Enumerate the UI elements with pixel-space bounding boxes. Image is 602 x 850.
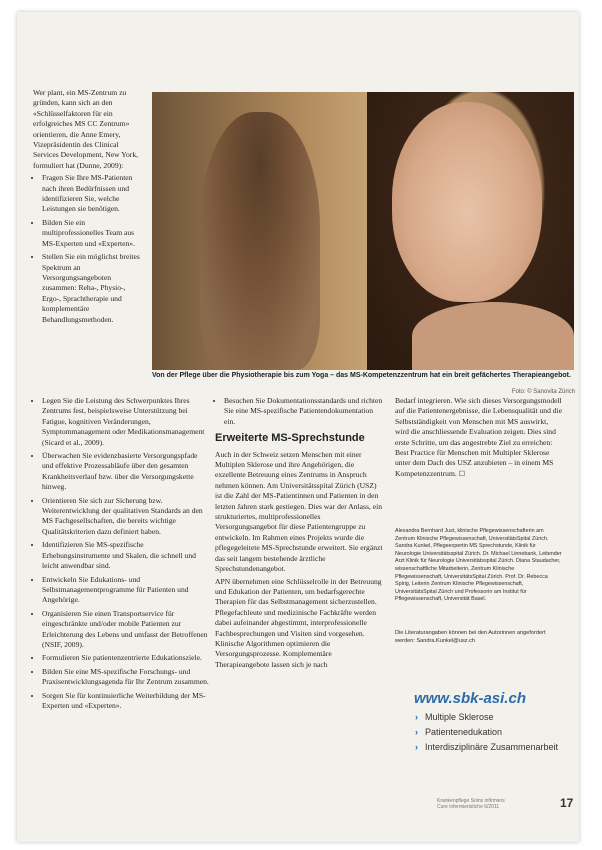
topic-link-label: Multiple Sklerose (425, 712, 494, 722)
list-item: • Entwickeln Sie Edukations- und Selbstmanagementprogramme für Patienten und Angehörige. (42, 575, 210, 606)
list-item: • Orientieren Sie sich zur Sicherung bzw. Weiterentwicklung der qualitativen Standards an den MS Fachgesellschaften, die bereits wichtige Qualitätskriterien dazu definiert haben. (42, 496, 210, 538)
end-mark: ☐ (458, 469, 465, 478)
topic-links (415, 712, 565, 757)
photo-caption: Von der Pflege über die Physiotherapie bis zum Yoga – das MS-Kompetenzzentrum hat ein breit gefächertes Therapieangebot. (152, 372, 571, 379)
article-photo (152, 92, 574, 370)
list-item: • Überwachen Sie evidenzbasierte Versorgungspfade und effektive Prozessabläufe über den gesamten Krankheitsverlauf bzw. über die Versorgungskette hinweg. (42, 451, 210, 493)
foreground-person-face (392, 102, 542, 302)
journal-issue: Cure infermieristiche 6/2011 (437, 804, 500, 810)
photo-credit: Foto: © Sanovita Zürich (511, 389, 575, 395)
list-item: • Bilden Sie eine MS-spezifische Forschungs- und Praxisentwicklungsagenda für Ihr Zentrum zusammen. (42, 667, 210, 688)
arrow-right-icon: › (415, 742, 418, 752)
column-1-top (33, 88, 145, 328)
body-text: Bedarf integrieren. Wie sich dieses Versorgungsmodell auf die Patientenergebnisse, die Lebensqualität und die Selbstständigkeit von Menschen mit MS auswirkt, wird die anschliessende Evaluation zeigen. Dies sind erste Schritte, um das angestrebte Ziel zu erreichen: Best Practice für Menschen mit Multipler Sklerose unter dem Dach des USZ anzubieten – in einem MS Kompetenzzentrum. (395, 396, 563, 478)
journal-name: Krankenpflege Soins infirmiers (437, 798, 505, 804)
background-person-figure (200, 112, 320, 370)
column-1-bottom (33, 396, 210, 714)
literature-note: Die Literaturangaben können bei den Autorinnen angefordert werden: Sandra.Kunkel@usz.ch (395, 630, 546, 644)
list-item: • Fragen Sie Ihre MS-Patienten nach ihren Bedürfnissen und identifizieren Sie, welche Leistungen sie benötigen. (42, 173, 145, 215)
key-factors-list (33, 173, 145, 325)
author-bio: Alexandra Bernhard Just, klinische Pflegewissenschafterin am Zentrum Klinische Pflegewissenschaft, UniversitätsSpital Zürich. Sandra Kunkel, Pflegeexpertin MS Sprechstunde, Klinik für Neurologie Universitätsspital Zürich. Dr. Michael Linnebank, Leitender Arzt Klinik für Neurologie Universitätsspital Zürich. Diana Staudacher, wissenschaftliche Mitarbeiterin, Zentrum Klinische Pflegewissenschaft, UniversitätsSpital Zürich. Prof. Dr. Rebecca Spirig, Leiterin Zentrum Klinische Pflegewissenschaft, UniversitätsSpital Zürich und Professorin am Institut für Pflegewissenschaft, Universität Basel. (395, 528, 562, 603)
topic-link-label: Patientenedukation (425, 727, 503, 737)
website-link[interactable]: www.sbk-asi.ch (414, 690, 526, 707)
list-item: • Sorgen Sie für kontinuierliche Weiterbildung der MS-Experten und «Experten». (42, 691, 210, 712)
page-number: 17 (560, 796, 574, 810)
key-factors-list-end (215, 396, 383, 427)
section-heading: Erweiterte MS-Sprechstunde (215, 432, 365, 445)
journal-footer (437, 798, 505, 810)
list-item: • Identifizieren Sie MS-spezifische Erhebungsinstrumente und Skalen, die schnell und leicht anwendbar sind. (42, 540, 210, 571)
key-factors-list-continued (33, 396, 210, 711)
column-3 (395, 396, 563, 481)
foreground-person-shoulder (412, 302, 574, 370)
body-paragraph: APN übernehmen eine Schlüsselrolle in der Betreuung und Edukation der Patienten, um bedarfsgerechte Therapien für das Selbstmanagement sicherzustellen. Pflegefachleute und medizinische Fachkräfte werden dabei aufeinander abgestimmt, interprofessionelle Fachbesprechungen und Visiten sind vorgesehen. Klinische Algorithmen optimieren die Versorgungsprozesse. Komplementäre Therapieangebote lassen sich je nach (215, 576, 382, 669)
list-item: • Formulieren Sie patientenzentrierte Edukationsziele. (42, 653, 210, 663)
topic-link-label: Interdisziplinäre Zusammenarbeit (425, 742, 559, 752)
topic-link-multiple-sklerose[interactable] (415, 712, 565, 723)
intro-paragraph: Wer plant, ein MS-Zentrum zu gründen, kann sich an den «Schlüsselfaktoren für ein erfolgreiches MS CC Zentrum» orientieren, die Anne Emery, Vizepräsidentin des Clinical Services Development, New York, formuliert hat (Dunne, 2009): (33, 88, 139, 170)
list-item: • Besuchen Sie Dokumentationsstandards und richten Sie eine MS-spezifische Patientendokumentation ein. (224, 396, 383, 427)
column-2 (215, 396, 383, 672)
list-item: • Bilden Sie ein multiprofessionelles Team aus MS-Experten und «Experten». (42, 218, 145, 249)
topic-link-zusammenarbeit[interactable] (415, 742, 565, 753)
magazine-page (17, 12, 579, 842)
topic-link-patientenedukation[interactable] (415, 727, 565, 738)
arrow-right-icon: › (415, 727, 418, 737)
body-paragraph (395, 396, 563, 479)
list-item: • Stellen Sie ein möglichst breites Spektrum an Versorgungsangeboten zusammen: Reha-, Physio-, Ergo-, Sprachtherapie und komplementäre Behandlungsmethoden. (42, 252, 145, 325)
list-item: • Legen Sie die Leistung des Schwerpunktes Ihres Zentrums fest, beispielsweise Unterstützung bei Fatigue, kognitiven Veränderungen, Symptommanagement oder Medikationsmanagement (Sicard et al., 2009). (42, 396, 210, 448)
body-paragraph: Auch in der Schweiz setzen Menschen mit einer Multiplen Sklerose und ihre Angehörigen, die exzellente Betreuung eines Zentrums in Anspruch nehmen können. Am Universitätsspital Zürich (USZ) ist die Zahl der MS-Patientinnen und Patienten in den letzten Jahren stark gestiegen. Dies war der Anlass, ein strukturiertes, multiprofessionelles Versorgungsangebot für diese Patientengruppe zu entwickeln. Im Rahmen eines Projekts wurde die pflegegeleitete MS-Sprechstunde erweitert. Sie ergänzt das seit langem bestehende ärztliche Sprechstundenangebot. (215, 449, 383, 574)
list-item: • Organisieren Sie einen Transportservice für eingeschränkte und/oder mobile Patienten zur Erleichterung des Lebens und umfasst der Betroffenen (NSIF, 2009). (42, 609, 210, 651)
arrow-right-icon: › (415, 712, 418, 722)
